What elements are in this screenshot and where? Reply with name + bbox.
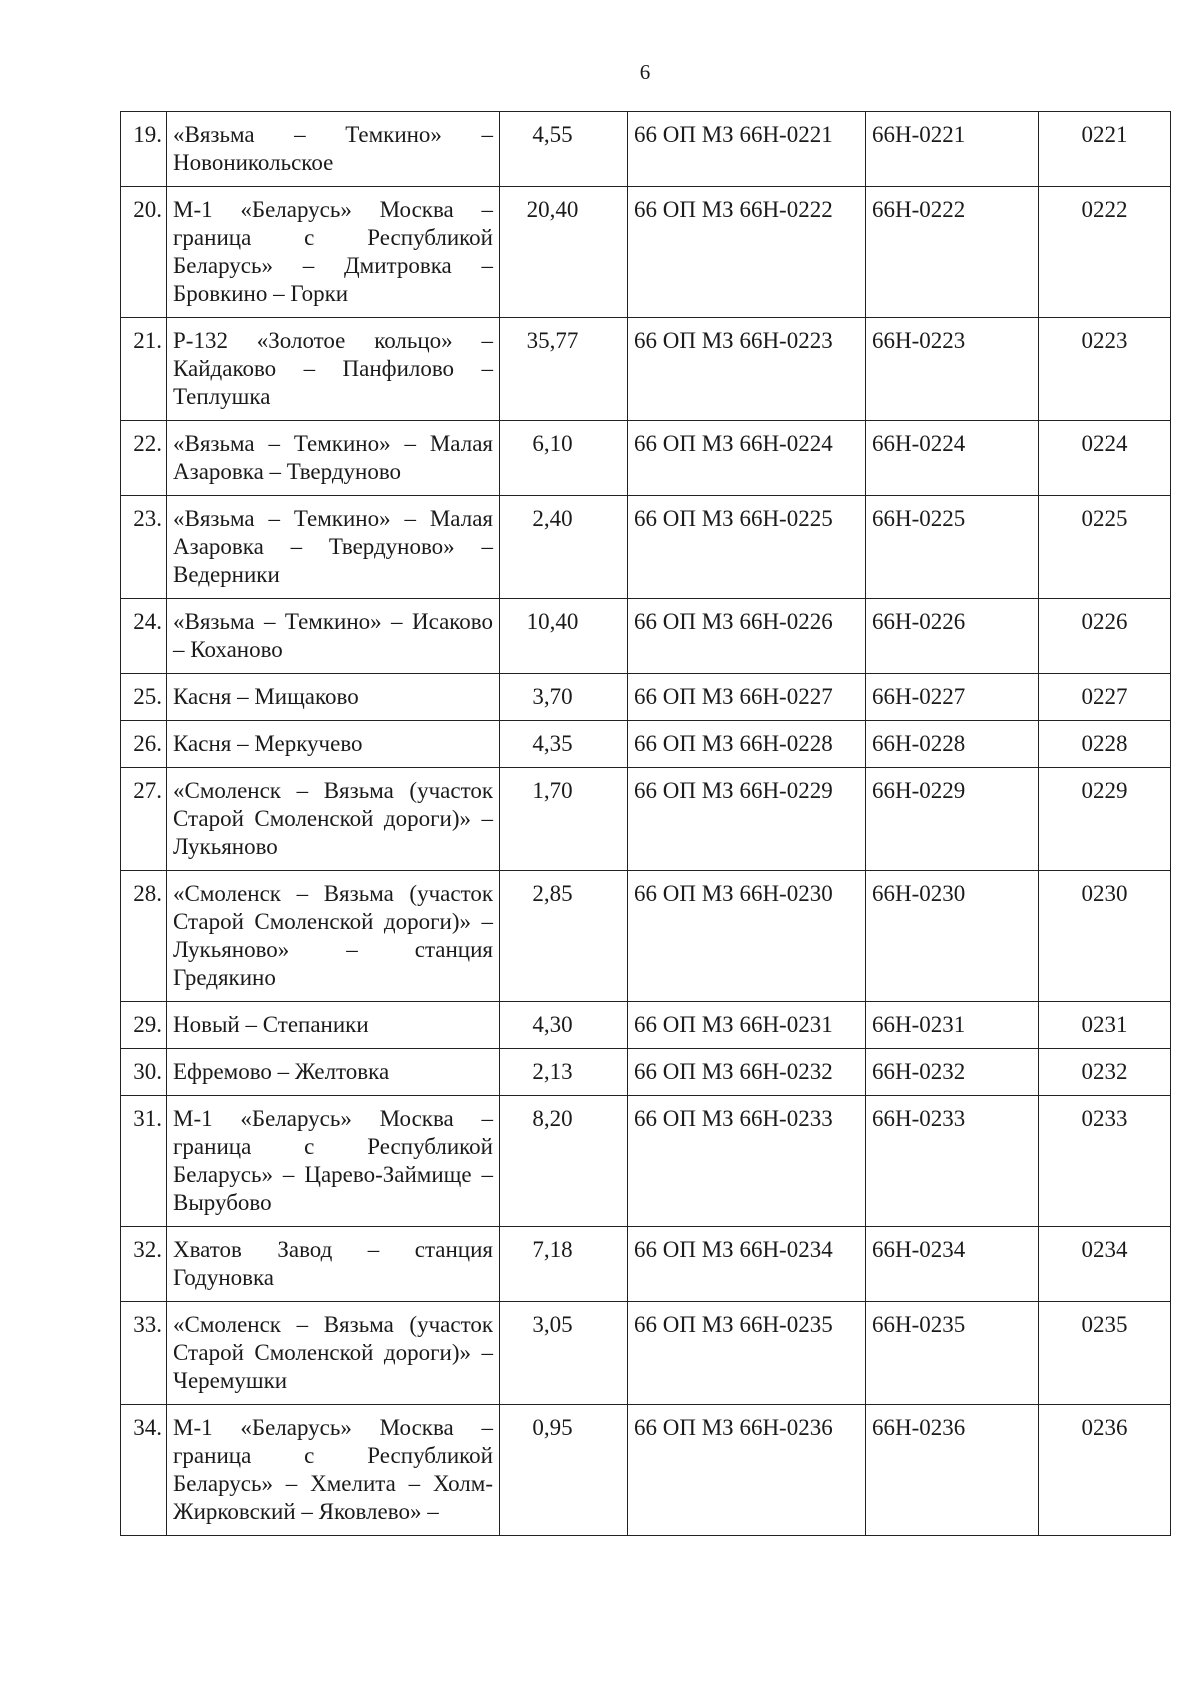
road-length-cell: 4,55	[500, 112, 628, 187]
row-number-cell: 31.	[121, 1096, 167, 1227]
road-length-cell: 3,70	[500, 674, 628, 721]
table-row	[121, 1302, 1171, 1405]
road-length-cell: 35,77	[500, 318, 628, 421]
road-name-cell: «Смоленск – Вязьма (участок Старой Смоленской дороги)» – Черемушки	[167, 1302, 500, 1405]
road-code-cell: 0223	[1039, 318, 1171, 421]
road-code-cell: 0235	[1039, 1302, 1171, 1405]
road-code-cell: 0225	[1039, 496, 1171, 599]
road-id-cell: 66 ОП МЗ 66Н-0227	[628, 674, 866, 721]
row-number-cell: 29.	[121, 1002, 167, 1049]
row-number-cell: 22.	[121, 421, 167, 496]
table-row	[121, 674, 1171, 721]
road-code-cell: 0234	[1039, 1227, 1171, 1302]
road-id-cell: 66 ОП МЗ 66Н-0223	[628, 318, 866, 421]
road-length-cell: 2,85	[500, 871, 628, 1002]
roads-table-body	[121, 112, 1171, 1536]
table-row	[121, 1227, 1171, 1302]
road-id-cell: 66 ОП МЗ 66Н-0221	[628, 112, 866, 187]
table-row	[121, 768, 1171, 871]
road-name-cell: М-1 «Беларусь» Москва – граница с Республикой Беларусь» – Царево-Займище – Вырубово	[167, 1096, 500, 1227]
table-row	[121, 318, 1171, 421]
row-number-cell: 23.	[121, 496, 167, 599]
road-code-cell: 0231	[1039, 1002, 1171, 1049]
road-reg-number-cell: 66Н-0222	[866, 187, 1039, 318]
row-number-cell: 24.	[121, 599, 167, 674]
road-id-cell: 66 ОП МЗ 66Н-0235	[628, 1302, 866, 1405]
row-number-cell: 19.	[121, 112, 167, 187]
road-code-cell: 0233	[1039, 1096, 1171, 1227]
road-length-cell: 6,10	[500, 421, 628, 496]
road-name-cell: «Смоленск – Вязьма (участок Старой Смоленской дороги)» – Лукьяново» – станция Гредякино	[167, 871, 500, 1002]
roads-table	[120, 111, 1171, 1536]
road-reg-number-cell: 66Н-0234	[866, 1227, 1039, 1302]
table-row	[121, 1049, 1171, 1096]
road-reg-number-cell: 66Н-0230	[866, 871, 1039, 1002]
road-reg-number-cell: 66Н-0221	[866, 112, 1039, 187]
road-reg-number-cell: 66Н-0229	[866, 768, 1039, 871]
road-length-cell: 3,05	[500, 1302, 628, 1405]
road-name-cell: «Смоленск – Вязьма (участок Старой Смоленской дороги)» – Лукьяново	[167, 768, 500, 871]
road-id-cell: 66 ОП МЗ 66Н-0232	[628, 1049, 866, 1096]
road-reg-number-cell: 66Н-0228	[866, 721, 1039, 768]
row-number-cell: 26.	[121, 721, 167, 768]
page-number: 6	[639, 60, 651, 84]
road-name-cell: Ефремово – Желтовка	[167, 1049, 500, 1096]
road-name-cell: «Вязьма – Темкино» – Исаково – Коханово	[167, 599, 500, 674]
road-id-cell: 66 ОП МЗ 66Н-0234	[628, 1227, 866, 1302]
road-reg-number-cell: 66Н-0227	[866, 674, 1039, 721]
road-reg-number-cell: 66Н-0231	[866, 1002, 1039, 1049]
road-name-cell: «Вязьма – Темкино» – Малая Азаровка – Твердуново» – Ведерники	[167, 496, 500, 599]
row-number-cell: 20.	[121, 187, 167, 318]
road-length-cell: 0,95	[500, 1405, 628, 1536]
road-code-cell: 0232	[1039, 1049, 1171, 1096]
road-name-cell: Касня – Мищаково	[167, 674, 500, 721]
road-length-cell: 2,13	[500, 1049, 628, 1096]
row-number-cell: 34.	[121, 1405, 167, 1536]
road-reg-number-cell: 66Н-0235	[866, 1302, 1039, 1405]
road-id-cell: 66 ОП МЗ 66Н-0230	[628, 871, 866, 1002]
table-row	[121, 1096, 1171, 1227]
row-number-cell: 28.	[121, 871, 167, 1002]
road-name-cell: Касня – Меркучево	[167, 721, 500, 768]
road-length-cell: 8,20	[500, 1096, 628, 1227]
row-number-cell: 25.	[121, 674, 167, 721]
road-id-cell: 66 ОП МЗ 66Н-0236	[628, 1405, 866, 1536]
road-id-cell: 66 ОП МЗ 66Н-0224	[628, 421, 866, 496]
table-row	[121, 1002, 1171, 1049]
table-row	[121, 421, 1171, 496]
table-row	[121, 112, 1171, 187]
row-number-cell: 32.	[121, 1227, 167, 1302]
table-row	[121, 187, 1171, 318]
road-id-cell: 66 ОП МЗ 66Н-0222	[628, 187, 866, 318]
row-number-cell: 27.	[121, 768, 167, 871]
road-code-cell: 0230	[1039, 871, 1171, 1002]
table-row	[121, 496, 1171, 599]
road-reg-number-cell: 66Н-0236	[866, 1405, 1039, 1536]
road-code-cell: 0226	[1039, 599, 1171, 674]
road-id-cell: 66 ОП МЗ 66Н-0229	[628, 768, 866, 871]
road-code-cell: 0224	[1039, 421, 1171, 496]
road-id-cell: 66 ОП МЗ 66Н-0233	[628, 1096, 866, 1227]
road-name-cell: «Вязьма – Темкино» – Малая Азаровка – Твердуново	[167, 421, 500, 496]
table-row	[121, 1405, 1171, 1536]
road-name-cell: «Вязьма – Темкино» – Новоникольское	[167, 112, 500, 187]
road-name-cell: М-1 «Беларусь» Москва – граница с Республикой Беларусь» – Хмелита – Холм-Жирковский – Яковлево» –	[167, 1405, 500, 1536]
table-row	[121, 599, 1171, 674]
road-code-cell: 0229	[1039, 768, 1171, 871]
road-id-cell: 66 ОП МЗ 66Н-0226	[628, 599, 866, 674]
road-id-cell: 66 ОП МЗ 66Н-0225	[628, 496, 866, 599]
table-row	[121, 721, 1171, 768]
road-code-cell: 0228	[1039, 721, 1171, 768]
row-number-cell: 33.	[121, 1302, 167, 1405]
road-reg-number-cell: 66Н-0224	[866, 421, 1039, 496]
road-code-cell: 0227	[1039, 674, 1171, 721]
road-length-cell: 4,30	[500, 1002, 628, 1049]
road-reg-number-cell: 66Н-0233	[866, 1096, 1039, 1227]
road-length-cell: 2,40	[500, 496, 628, 599]
road-reg-number-cell: 66Н-0226	[866, 599, 1039, 674]
road-length-cell: 1,70	[500, 768, 628, 871]
road-code-cell: 0221	[1039, 112, 1171, 187]
row-number-cell: 21.	[121, 318, 167, 421]
table-row	[121, 871, 1171, 1002]
road-length-cell: 4,35	[500, 721, 628, 768]
road-length-cell: 10,40	[500, 599, 628, 674]
road-reg-number-cell: 66Н-0225	[866, 496, 1039, 599]
road-name-cell: М-1 «Беларусь» Москва – граница с Республикой Беларусь» – Дмитровка – Бровкино – Горки	[167, 187, 500, 318]
road-length-cell: 20,40	[500, 187, 628, 318]
road-length-cell: 7,18	[500, 1227, 628, 1302]
road-reg-number-cell: 66Н-0232	[866, 1049, 1039, 1096]
road-code-cell: 0236	[1039, 1405, 1171, 1536]
road-name-cell: Р-132 «Золотое кольцо» – Кайдаково – Панфилово – Теплушка	[167, 318, 500, 421]
road-name-cell: Хватов Завод – станция Годуновка	[167, 1227, 500, 1302]
road-id-cell: 66 ОП МЗ 66Н-0228	[628, 721, 866, 768]
road-reg-number-cell: 66Н-0223	[866, 318, 1039, 421]
road-id-cell: 66 ОП МЗ 66Н-0231	[628, 1002, 866, 1049]
road-code-cell: 0222	[1039, 187, 1171, 318]
row-number-cell: 30.	[121, 1049, 167, 1096]
road-name-cell: Новый – Степаники	[167, 1002, 500, 1049]
